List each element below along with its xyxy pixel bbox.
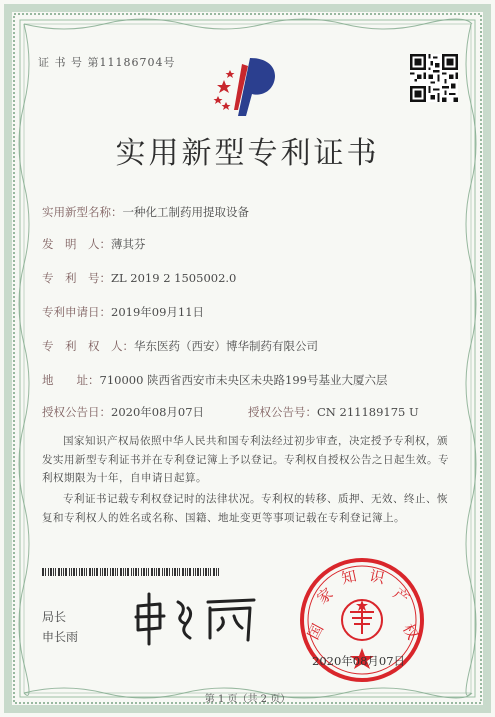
- field-label: 实用新型名称：: [42, 205, 123, 219]
- announce-number-row: [248, 404, 419, 420]
- field-value: 710000 陕西省西安市未央区未央路199号基业大厦六层: [99, 373, 388, 387]
- page-indicator: 第 1 页（共 2 页）: [204, 694, 291, 705]
- field-label: 专 利 权 人：: [42, 339, 134, 353]
- announce-date-row: [42, 404, 204, 420]
- qr-code-icon: [410, 54, 458, 102]
- certificate-number: 证 书 号 第11186704号: [38, 56, 176, 69]
- field-label: 授权公告日：: [42, 405, 111, 419]
- svg-text:家: 家: [313, 584, 337, 608]
- certificate-title: 实用新型专利证书: [115, 136, 380, 171]
- barcode-strip: [42, 568, 222, 576]
- handwritten-signature: [130, 588, 270, 648]
- address-row: [42, 372, 388, 388]
- signatory-title: 局长: [42, 610, 67, 624]
- utility-model-name-row: [42, 204, 249, 220]
- application-date-row: [42, 304, 204, 320]
- field-value: 薄其芬: [111, 237, 146, 251]
- svg-text:知: 知: [339, 566, 359, 588]
- svg-text:产: 产: [389, 584, 413, 608]
- field-label: 地 址：: [42, 373, 100, 387]
- field-value: 2019年09月11日: [111, 305, 205, 319]
- svg-text:识: 识: [367, 566, 387, 588]
- field-label: 发 明 人：: [42, 237, 111, 251]
- field-label: 专 利 号：: [42, 271, 111, 285]
- field-value: 华东医药（西安）博华制药有限公司: [134, 339, 318, 353]
- svg-text:权: 权: [398, 620, 422, 643]
- inventor-row: [42, 236, 146, 252]
- field-value: CN 211189175 U: [317, 405, 419, 419]
- seal-date: 2020年08月07日: [312, 654, 406, 668]
- patent-number-row: [42, 270, 236, 286]
- field-label: 专利申请日：: [42, 305, 111, 319]
- cnipa-logo-icon: [212, 50, 284, 122]
- signatory-name: 申长雨: [42, 630, 79, 644]
- grant-paragraph: 国家知识产权局依照中华人民共和国专利法经过初步审查，决定授予专利权，颁发实用新型专利证书并在专利登记簿上予以登记。专利权自授权公告之日起生效。专利权期限为十年，自申请日起算。: [42, 435, 449, 484]
- svg-text:国: 国: [304, 620, 328, 643]
- patentee-row: [42, 338, 318, 354]
- field-value: 2020年08月07日: [111, 405, 205, 419]
- field-label: 授权公告号：: [248, 405, 317, 419]
- field-value: ZL 2019 2 1505002.0: [111, 271, 237, 285]
- field-value: 一种化工制药用提取设备: [122, 205, 249, 219]
- legal-status-paragraph: 专利证书记载专利权登记时的法律状况。专利权的转移、质押、无效、终止、恢复和专利权人的姓名或名称、国籍、地址变更等事项记载在专利登记簿上。: [42, 493, 448, 524]
